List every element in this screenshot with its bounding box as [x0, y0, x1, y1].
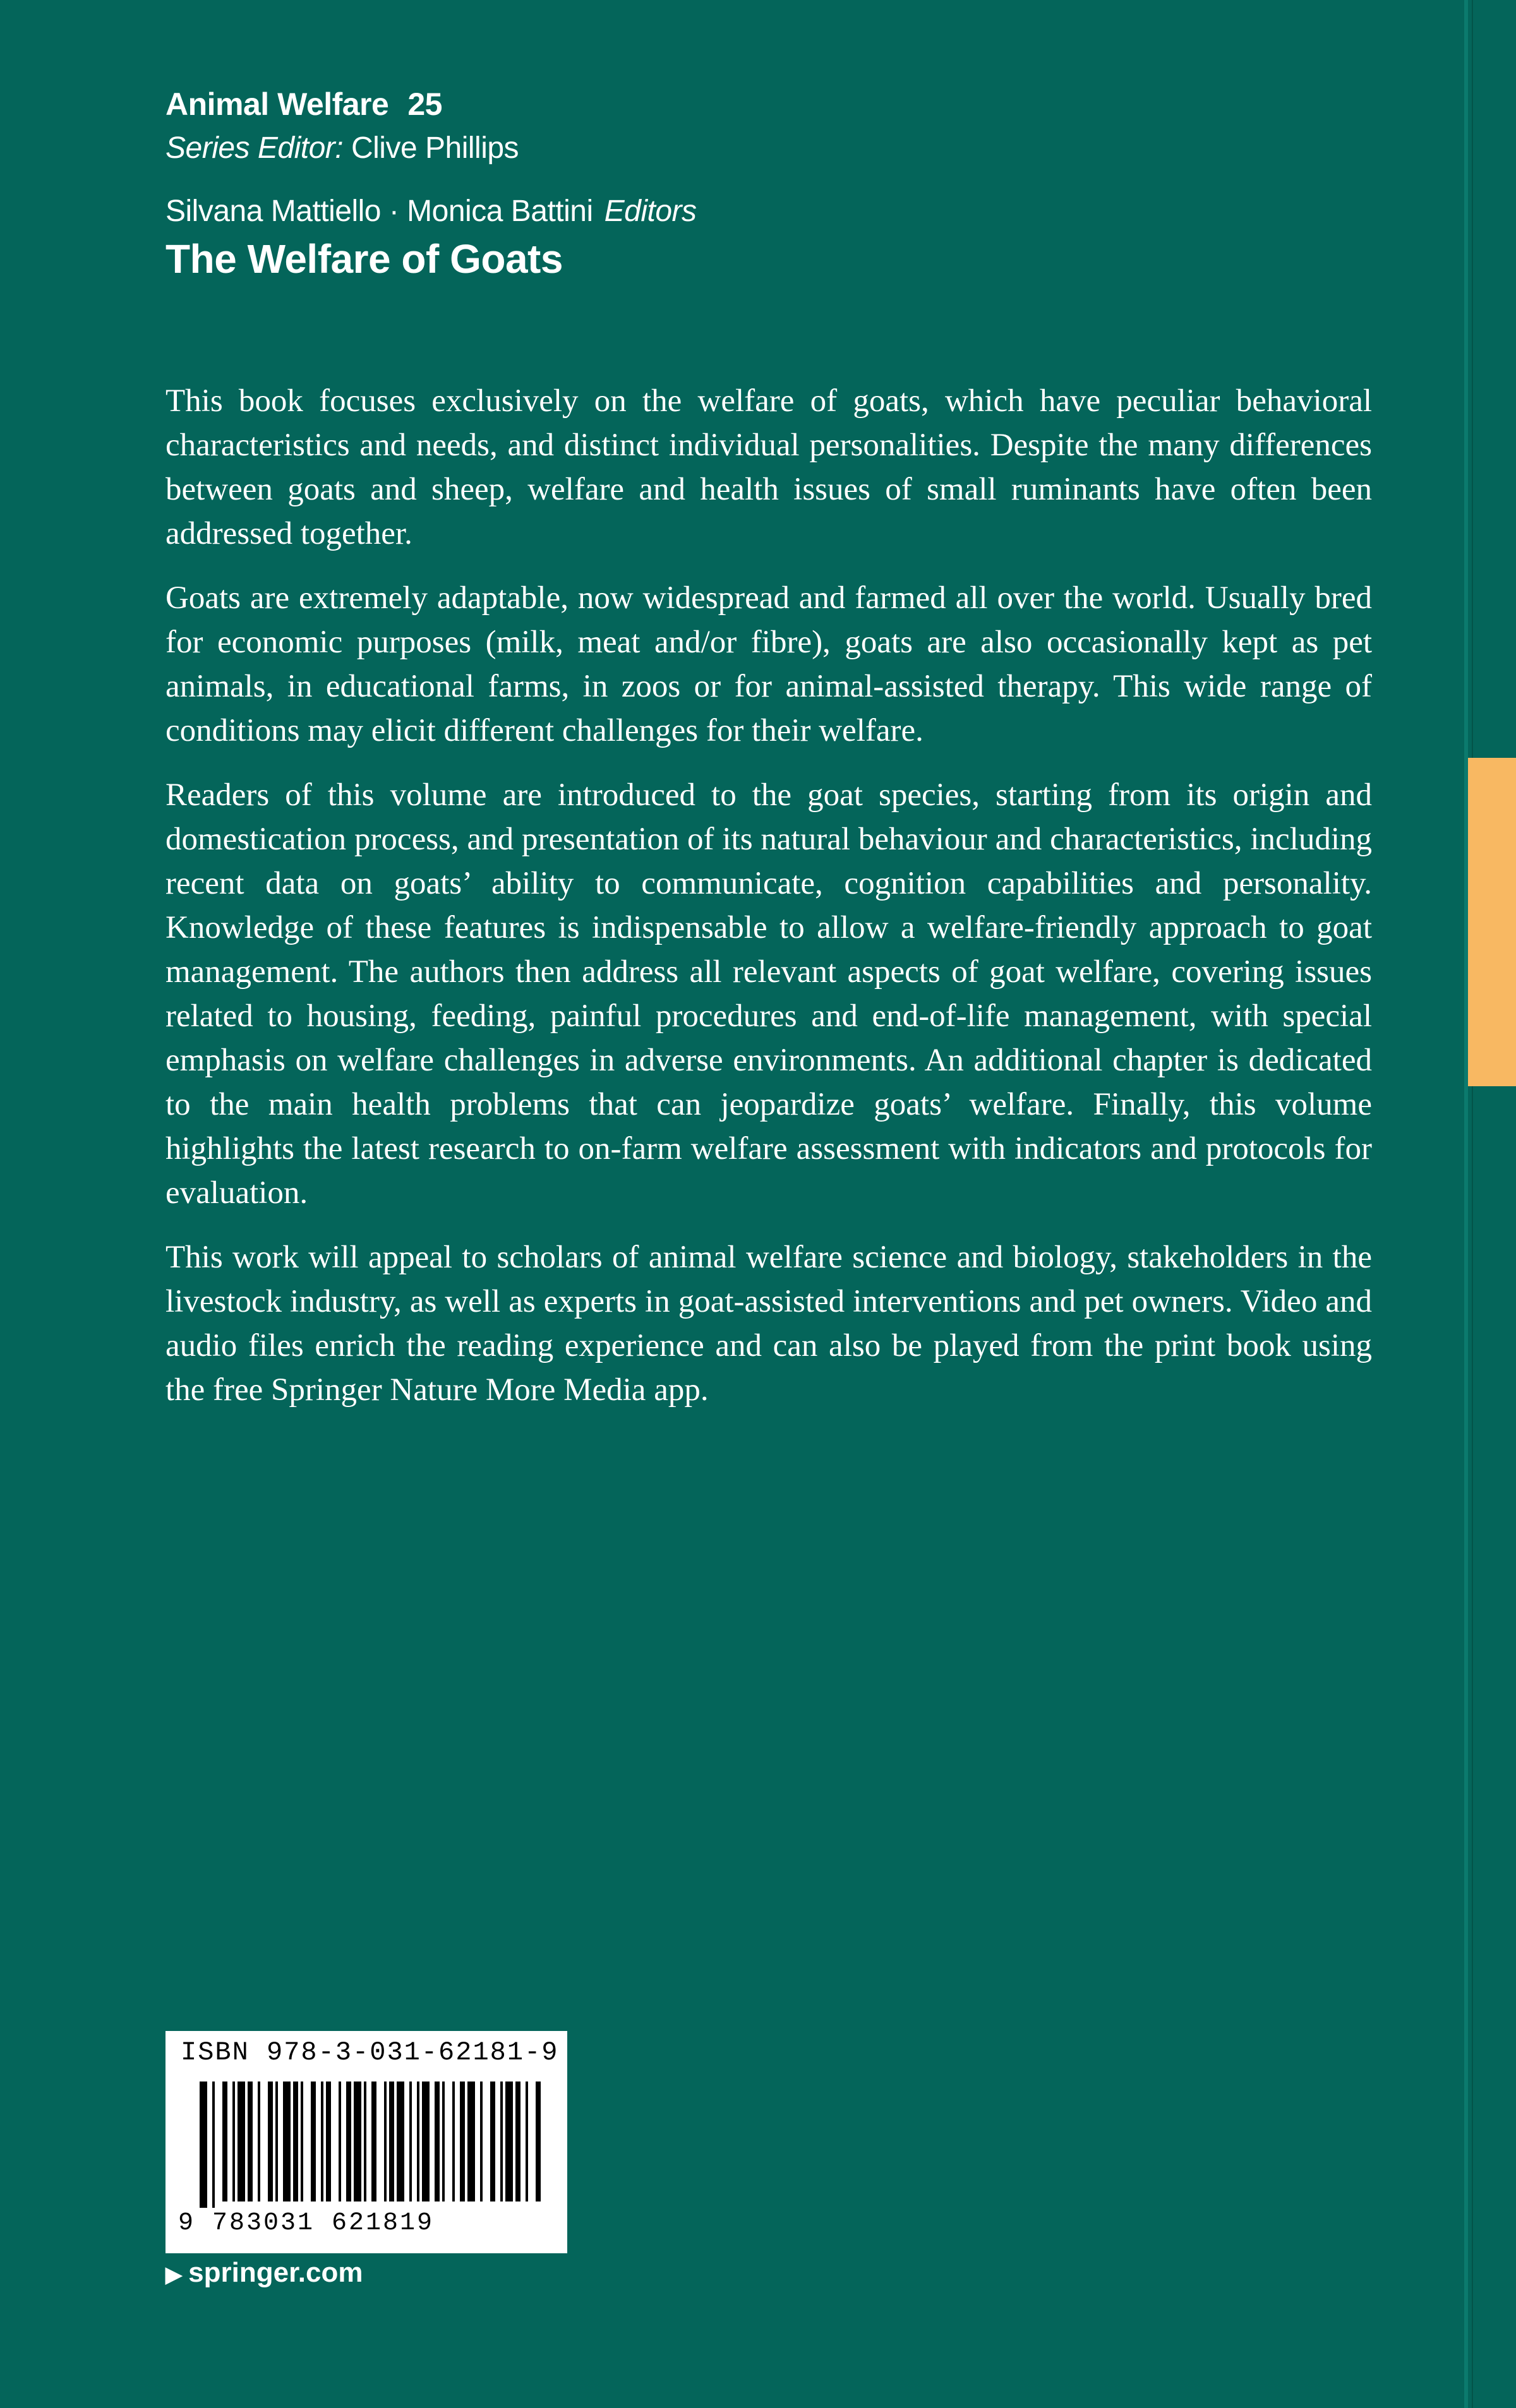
barcode-bar	[258, 2082, 260, 2201]
barcode-bar	[435, 2082, 440, 2201]
blurb-paragraph-3: Readers of this volume are introduced to the goat species, starting from its origin and domestication process, and presentation of its natural behaviour and characteristics, including recent data on goats’ ability to communicate, cognition capabilities and personality. Knowledge of these features is indispensable to allow a welfare-friendly approach to goat management. The authors then address all relevant aspects of goat welfare, covering issues related to housing, feeding, painful procedures and end-of-life management, with special emphasis on welfare challenges in adverse environments. An additional chapter is dedicated to the main health problems that can jeopardize goats’ welfare. Finally, this volume highlights the latest research to on-farm welfare assessment with indicators and protocols for evaluation.	[165, 777, 1372, 1211]
barcode-bar	[321, 2082, 323, 2201]
isbn-barcode-box	[165, 2031, 567, 2253]
barcode-bar	[397, 2082, 404, 2201]
barcode-bar	[275, 2082, 278, 2201]
triangle-right-icon: ▶	[165, 2263, 183, 2287]
barcode-bar	[490, 2082, 495, 2201]
barcode-bar	[354, 2082, 361, 2201]
editors-label: Editors	[604, 195, 697, 228]
editors-names: Silvana Mattiello · Monica Battini	[165, 195, 593, 228]
book-title: The Welfare of Goats	[165, 236, 563, 282]
blurb-paragraph-1: This book focuses exclusively on the welfare of goats, which have peculiar behavioral characteristics and needs, and distinct individual personalities. Despite the many differences between goats and sheep, welfare and health issues of small ruminants have often been addressed together.	[165, 383, 1372, 551]
barcode-bar	[442, 2082, 445, 2201]
website-label: springer.com	[188, 2257, 363, 2288]
isbn-label: ISBN 978-3-031-62181-9	[181, 2037, 559, 2068]
barcode-bar	[460, 2082, 465, 2201]
editors-line	[165, 189, 697, 234]
barcode-bar	[505, 2082, 513, 2201]
barcode-bar	[311, 2082, 316, 2201]
barcode-bar	[500, 2082, 503, 2201]
barcode-bar	[268, 2082, 273, 2201]
barcode-bar	[371, 2082, 376, 2201]
barcode-bar	[326, 2082, 331, 2201]
barcode-bar	[212, 2082, 215, 2208]
barcode	[181, 2082, 552, 2208]
barcode-bar	[301, 2082, 303, 2201]
series-editor-label: Series Editor:	[165, 131, 344, 165]
barcode-bar	[364, 2082, 366, 2201]
accent-bar	[1468, 758, 1516, 1086]
barcode-bar	[200, 2082, 207, 2208]
spine-edge	[1464, 0, 1468, 2408]
barcode-bar	[467, 2082, 475, 2201]
blurb	[165, 379, 1372, 1432]
series-editor-name: Clive Phillips	[351, 131, 519, 165]
blurb-paragraph-2: Goats are extremely adaptable, now widespread and farmed all over the world. Usually bred for economic purposes (milk, meat and/or fibre), goats are also occasionally kept as pet animals, in educational farms, in zoos or for animal-assisted therapy. This wide range of conditions may elicit different challenges for their welfare.	[165, 580, 1372, 748]
barcode-bar	[515, 2082, 520, 2201]
barcode-bar	[480, 2082, 483, 2201]
barcode-bar	[222, 2082, 227, 2201]
series-name: Animal Welfare	[165, 87, 389, 122]
barcode-bar	[283, 2082, 291, 2201]
barcode-bar	[422, 2082, 430, 2201]
barcode-bar	[389, 2082, 394, 2201]
series-editor-line	[165, 126, 697, 171]
barcode-bar	[339, 2082, 341, 2201]
barcode-bar	[232, 2082, 235, 2201]
barcode-bar	[526, 2082, 528, 2201]
barcode-bar	[293, 2082, 298, 2201]
barcode-bar	[417, 2082, 419, 2201]
barcode-bar	[384, 2082, 387, 2201]
barcode-bar	[238, 2082, 245, 2201]
series-line	[165, 82, 697, 126]
cover-header	[165, 82, 697, 284]
barcode-bar	[248, 2082, 253, 2201]
publisher-website[interactable]	[165, 2257, 363, 2289]
barcode-bar	[346, 2082, 351, 2201]
spine-edge-shadow	[1472, 0, 1473, 2408]
series-number: 25	[407, 87, 442, 122]
blurb-paragraph-4: This work will appeal to scholars of animal welfare science and biology, stakeholders in the livestock industry, as well as experts in goat-assisted interventions and pet owners. Video and audio files enrich the reading experience and can also be played from the print book using the free Springer Nature More Media app.	[165, 1240, 1372, 1408]
barcode-bar	[409, 2082, 412, 2201]
barcode-bar	[452, 2082, 455, 2201]
barcode-bar	[536, 2082, 541, 2201]
barcode-digits: 9 783031 621819	[178, 2209, 435, 2237]
